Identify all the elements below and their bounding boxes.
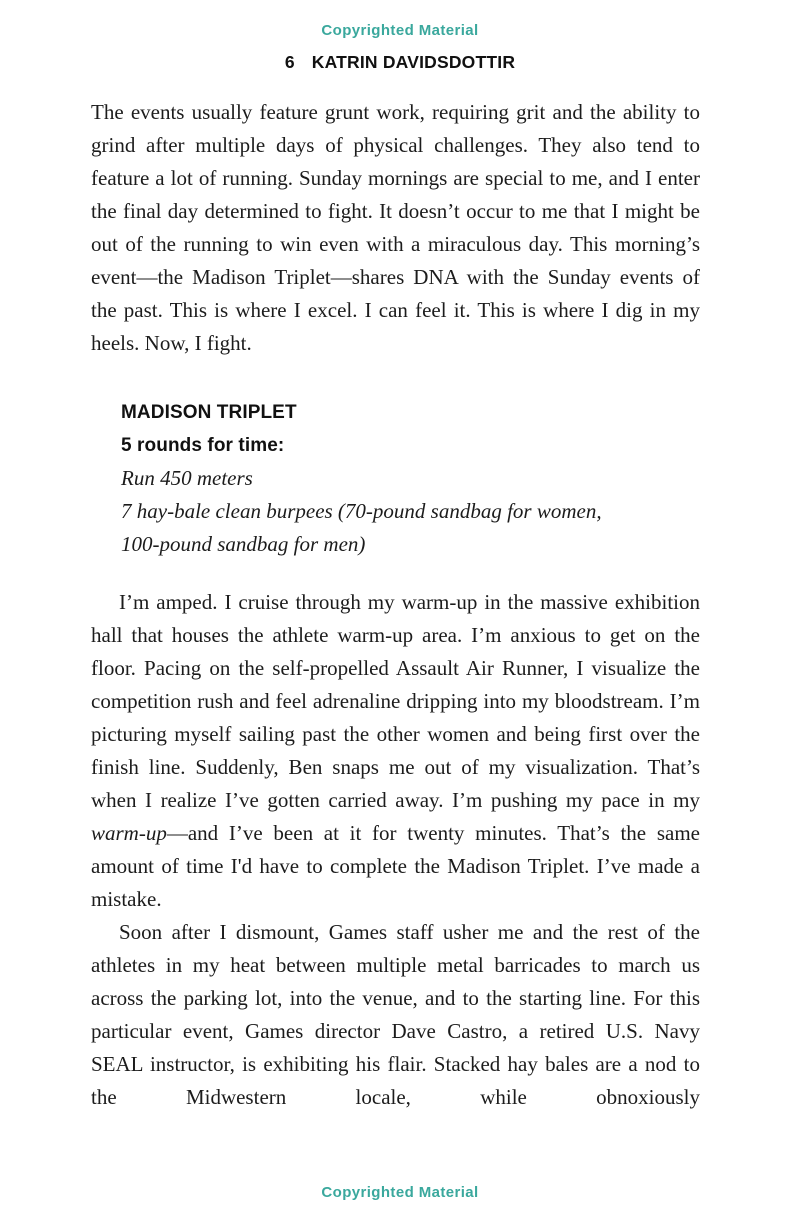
text-block [91, 96, 700, 1114]
author-name: KATRIN DAVIDSDOTTIR [311, 52, 516, 72]
paragraph-2-text-before: I’m amped. I cruise through my warm-up in the massive exhibition hall that houses the athlete warm-up area. I’m anxious to get on the floor. Pacing on the self-propelled Assault Air Runner, I visualize the competition rush and feel adrenaline dripping into my bloodstream. I’m picturing myself sailing past the other women and being first over the finish line. Suddenly, Ben snaps me out of my visualization. That’s when I realize I’ve gotten carried away. I’m pushing my pace in my [91, 590, 700, 812]
paragraph-1: The events usually feature grunt work, requiring grit and the ability to grind after multiple days of physical challenges. They also tend to feature a lot of running. Sunday mornings are special to me, and I enter the final day determined to fight. It doesn’t occur to me that I might be out of the running to win even with a miraculous day. This morning’s event—the Madison Triplet—shares DNA with the Sunday events of the past. This is where I excel. I can feel it. This is where I dig in my heels. Now, I fight. [91, 100, 700, 355]
paragraph-2-text-after: —and I’ve been at it for twenty minutes. That’s the same amount of time I'd have to complete the Madison Triplet. I’ve made a mistake. [91, 821, 700, 911]
workout-line: 100-pound sandbag for men) [121, 532, 366, 556]
page-number: 6 [284, 52, 295, 72]
copyright-watermark-top: Copyrighted Material [321, 22, 479, 39]
paragraph-2 [91, 586, 700, 916]
workout-title: MADISON TRIPLET [121, 402, 297, 423]
workout-line: Run 450 meters [121, 466, 253, 490]
workout-scheme: 5 rounds for time: [121, 435, 285, 456]
paragraph-2-italic-phrase: warm-up [91, 821, 167, 845]
workout-line: 7 hay-bale clean burpees (70-pound sandbag for women, [121, 499, 602, 523]
copyright-watermark-bottom: Copyrighted Material [321, 1184, 479, 1201]
paragraph-3: Soon after I dismount, Games staff usher me and the rest of the athletes in my heat between multiple metal barricades to march us across the parking lot, into the venue, and to the starting line. For this particular event, Games director Dave Castro, a retired U.S. Navy SEAL instructor, is exhibiting his flair. Stacked hay bales are a nod to the Midwestern locale, while obnoxiously [91, 920, 700, 1109]
workout-block [121, 396, 700, 561]
page-header [0, 52, 800, 73]
